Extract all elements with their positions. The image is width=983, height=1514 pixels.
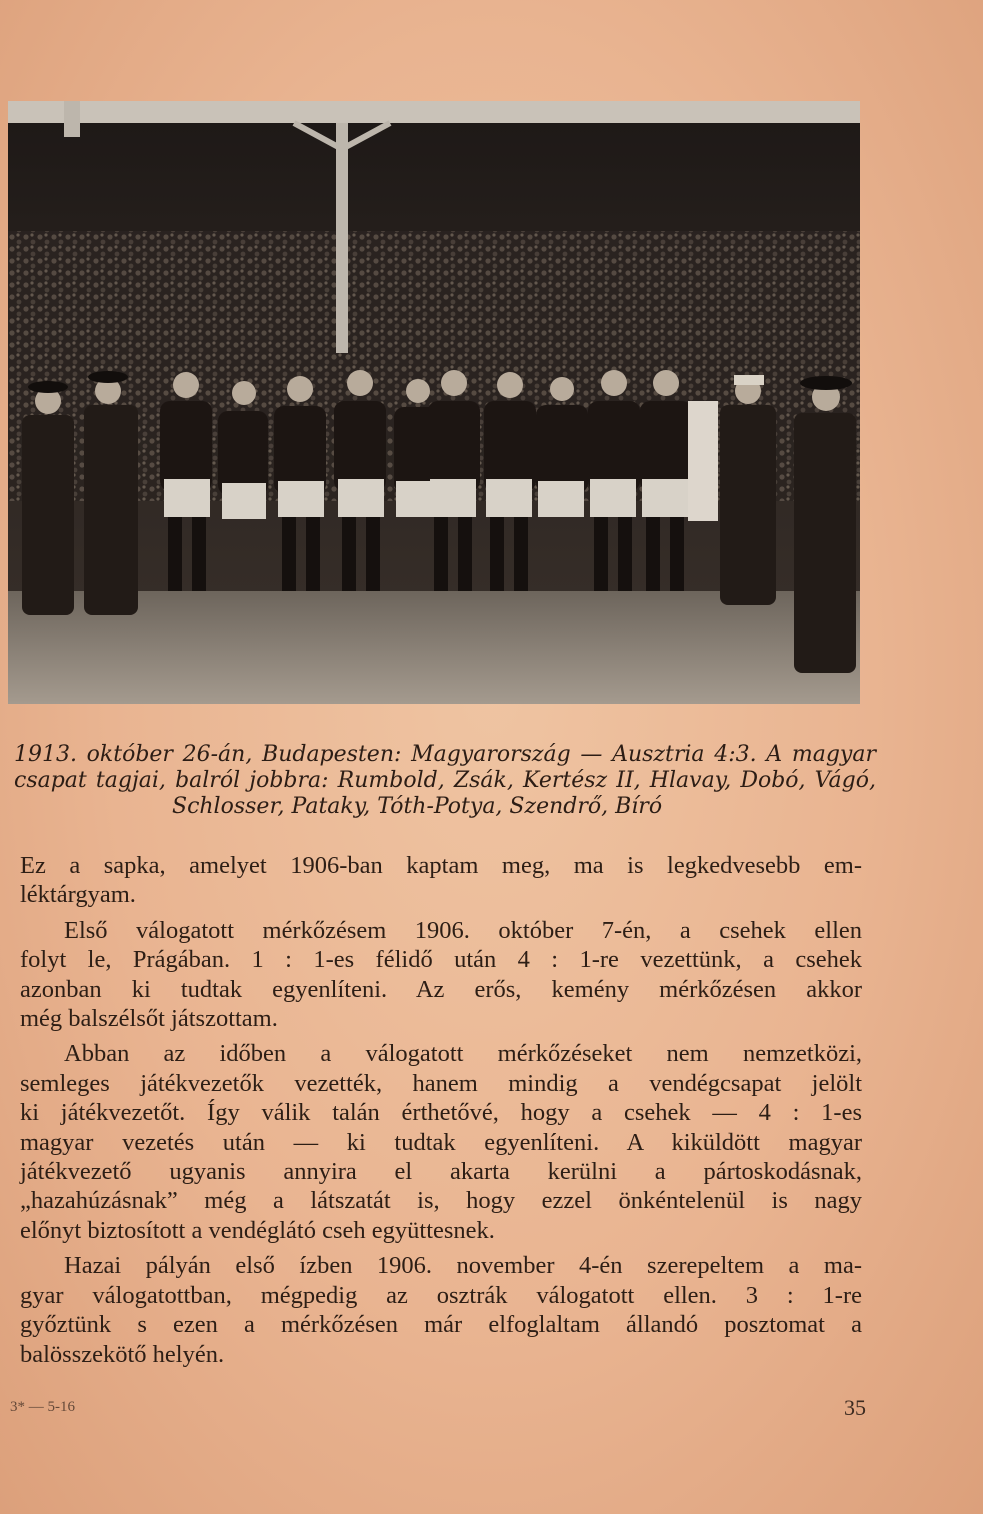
paragraph bbox=[20, 851, 862, 910]
text-line: folyt le, Prágában. 1 : 1-es félidő után 4 : 1-re vezettünk, a csehek bbox=[20, 946, 862, 974]
text-line: semleges játékvezetők vezették, hanem mindig a vendégcsapat jelölt bbox=[20, 1069, 862, 1097]
team-photograph bbox=[8, 101, 860, 704]
paragraph bbox=[20, 916, 862, 1034]
text-line: játékvezető ugyanis annyira el akarta kerülni a pártoskodásnak, bbox=[20, 1158, 862, 1186]
text-line: léktárgyam. bbox=[20, 881, 136, 909]
text-line: Első válogatott mérkőzésem 1906. október 7-én, a csehek ellen bbox=[64, 916, 862, 944]
caption-line: csapat tagjai, balról jobbra: Rumbold, Zsák, Kertész II, Hlavay, Dobó, Vágó, bbox=[14, 768, 876, 793]
text-line: balösszekötő helyén. bbox=[20, 1340, 225, 1368]
text-line: gyar válogatottban, mégpedig az osztrák válogatott ellen. 3 : 1-re bbox=[20, 1281, 862, 1309]
text-line: azonban ki tudtak egyenlíteni. Az erős, kemény mérkőzésen akkor bbox=[20, 975, 862, 1003]
page-number: 35 bbox=[844, 1395, 866, 1420]
text-line: előnyt biztosított a vendéglátó cseh együttesnek. bbox=[20, 1216, 495, 1244]
text-line: Hazai pályán első ízben 1906. november 4-én szerepeltem a ma- bbox=[64, 1252, 862, 1280]
text-line: magyar vezetés után — ki tudtak egyenlíteni. A kiküldött magyar bbox=[20, 1128, 862, 1156]
text-line: Ez a sapka, amelyet 1906-ban kaptam meg, ma is legkedvesebb em- bbox=[20, 852, 862, 879]
photo-caption bbox=[14, 742, 876, 820]
paragraph bbox=[20, 1251, 862, 1369]
paragraph bbox=[20, 1039, 862, 1245]
text-line: győztünk s ezen a mérkőzésen már elfoglaltam állandó posztomat a bbox=[20, 1311, 862, 1339]
caption-line: Schlosser, Pataky, Tóth-Potya, Szendrő, Bíró bbox=[172, 794, 663, 819]
text-line: ki játékvezetőt. Így válik talán érthetővé, hogy a csehek — 4 : 1-es bbox=[20, 1099, 862, 1127]
body-text bbox=[20, 851, 862, 1375]
photograph-image bbox=[8, 101, 860, 704]
text-line: „hazahúzásnak” még a látszatát is, hogy ezzel önkéntelenül is nagy bbox=[20, 1187, 862, 1215]
page-footer bbox=[10, 1395, 866, 1423]
text-line: Abban az időben a válogatott mérkőzéseket nem nemzetközi, bbox=[64, 1040, 862, 1068]
printer-signature: 3* — 5-16 bbox=[10, 1399, 75, 1415]
text-line: még balszélsőt játszottam. bbox=[20, 1005, 278, 1033]
caption-line: 1913. október 26-án, Budapesten: Magyarország — Ausztria 4:3. A magyar bbox=[14, 742, 876, 767]
